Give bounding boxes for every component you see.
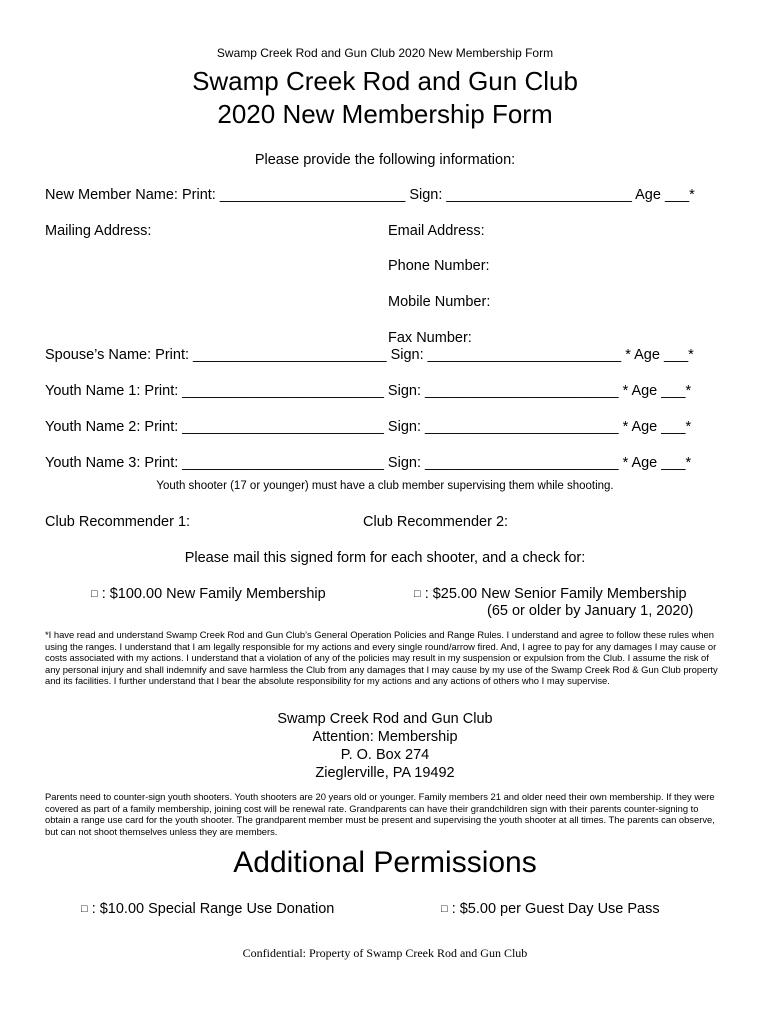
confidential-footer: Confidential: Property of Swamp Creek Rod and Gun Club [242,946,528,960]
address-line2: Attention: Membership [312,729,458,745]
recommender2-label: Club Recommender 2: [363,514,509,530]
checkbox-icon[interactable]: □ [81,903,88,915]
phone-number-label: Phone Number: [388,258,490,274]
youth-note: Youth shooter (17 or younger) must have a club member supervising them while shooting. [156,480,614,492]
family-membership-label: : $100.00 New Family Membership [101,586,326,602]
guest-pass-label: : $5.00 per Guest Day Use Pass [451,901,660,917]
recommender1-label: Club Recommender 1: [45,514,191,530]
checkbox-icon[interactable]: □ [441,903,448,915]
address-line1: Swamp Creek Rod and Gun Club [277,711,493,727]
guest-pass-option[interactable] [441,901,660,917]
additional-permissions-heading: Additional Permissions [233,846,537,879]
special-range-label: : $10.00 Special Range Use Donation [91,901,335,917]
senior-note: (65 or older by January 1, 2020) [487,603,694,619]
agreement-text: *I have read and understand Swamp Creek Rod and Gun Club’s General Operation Policies and Range Rules. I understand and agree to follow these rules when using the ranges. I understand that I am legally responsible for my actions and every single round/arrow fired. And, I agree to pay for any damages I may cause or costs associated with my actions. I understand that a violation of any of the policies may result in my suspension or expulsion from the Club. I assume the risk of any personal injury and shall indemnify and save harmless the Club from any damages that I may cause by my use of the Swamp Creek Rod & Gun Club property and its facilities. I further understand that I bear the absolute responsibility for my actions and any actions of others who I may supervise. [45,629,718,687]
fax-number-label: Fax Number: [388,330,472,346]
special-range-option[interactable] [81,901,334,917]
address-line4: Zieglerville, PA 19492 [315,765,455,781]
youth2-line[interactable]: Youth Name 2: Print: _________________________ Sign: ________________________ * Age ___* [45,419,692,435]
mailing-address-label: Mailing Address: [45,223,152,239]
spouse-line[interactable]: Spouse’s Name: Print: ________________________ Sign: ________________________ * Age ___* [45,347,694,363]
page-title-line1: Swamp Creek Rod and Gun Club [192,66,578,96]
senior-family-option[interactable] [414,586,687,602]
page-title-line2: 2020 New Membership Form [217,99,553,129]
parents-note: Parents need to counter-sign youth shooters. Youth shooters are 20 years old or younger. Family members 21 and older need their own membership. If they were covered as part of a family membership, joining cost will be renewal rate. Grandparents can have their grandchildren sign with their parents counter-signing to obtain a range use card for the youth shooter. The grandparent member must be present and supervising the youth shooter at all times. The parents can observe, but can not shoot themselves unless they are members. [45,791,715,837]
checkbox-icon[interactable]: □ [91,588,98,600]
family-membership-option[interactable] [91,586,326,602]
checkbox-icon[interactable]: □ [414,588,421,600]
running-header: Swamp Creek Rod and Gun Club 2020 New Membership Form [216,46,554,60]
senior-family-label: : $25.00 New Senior Family Membership [424,586,687,602]
email-address-label: Email Address: [388,223,485,239]
youth3-line[interactable]: Youth Name 3: Print: _________________________ Sign: ________________________ * Age ___* [45,455,692,471]
address-line3: P. O. Box 274 [340,747,430,763]
mobile-number-label: Mobile Number: [388,294,491,310]
new-member-line[interactable]: New Member Name: Print: _______________________ Sign: _______________________ Age ___* [45,187,695,203]
mail-instruction: Please mail this signed form for each shooter, and a check for: [184,550,586,566]
youth1-line[interactable]: Youth Name 1: Print: _________________________ Sign: ________________________ * Age ___* [45,383,692,399]
intro-text: Please provide the following information: [254,152,516,168]
